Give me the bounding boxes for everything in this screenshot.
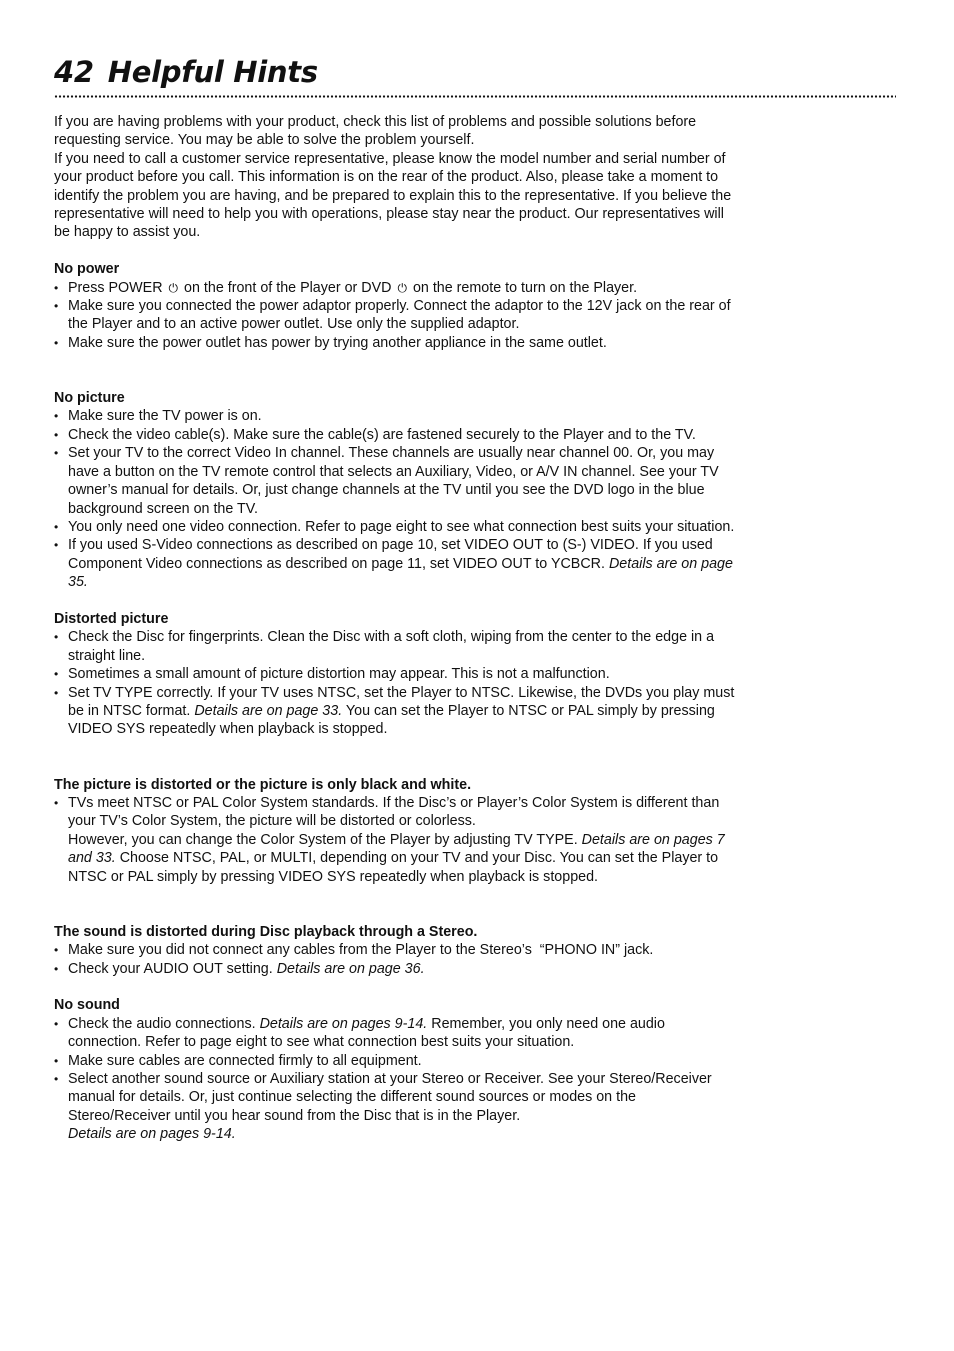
list-item: • Make sure you did not connect any cables from the Player to the Stereo’s “PHONO IN” jack. [54,941,740,959]
list-item-text: Choose NTSC, PAL, or MULTI, depending on your TV and your Disc. You can set the Player to NTSC or PAL simply by pressing VIDEO SYS repeatedly when playback is stopped. [68,850,719,885]
list-item-continuation [54,1125,740,1143]
list-item: • Sometimes a small amount of picture distortion may appear. This is not a malfunction. [54,665,740,683]
section-distorted-picture [54,610,740,739]
list-item [54,279,740,297]
bullet-list [54,628,740,738]
section-no-sound [54,996,740,1143]
list-item: • Make sure cables are connected firmly to all equipment. [54,1052,740,1070]
bullet-list [54,407,740,591]
page-reference: Details are on pages 7 and 33. [68,831,725,867]
list-item-text: Remember, you only need one audio connection. Refer to page eight to see what connection best suits your situation. [68,1015,665,1051]
bullet-list [54,279,740,353]
bullet-list [54,941,740,978]
list-item [54,536,740,591]
list-item-text: Check the audio connections. [68,1015,256,1032]
list-item: • Make sure the TV power is on. [54,407,740,425]
list-item-text: You can set the Player to NTSC or PAL simply by pressing VIDEO SYS repeatedly when playback is stopped. [68,702,715,738]
section-heading: No sound [54,997,120,1014]
dotted-divider [54,95,896,98]
list-item [54,1015,740,1052]
list-item: • Check the Disc for fingerprints. Clean the Disc with a soft cloth, wiping from the center to the edge in a straight line. [54,628,740,665]
section-no-power [54,260,740,352]
section-black-white [54,776,740,886]
page-content [54,113,740,1144]
intro-paragraph: If you need to call a customer service representative, please know the model number and serial number of your product before you call. This information is on the rear of the product. Also, please take a moment to identify the problem you are having, and be prepared to explain this to the representative. If you believe the representative will need to help you with operations, please stay near the product. Our representatives will be happy to assist you. [54,150,732,241]
list-item: • TVs meet NTSC or PAL Color System standards. If the Disc’s or Player’s Color System is different than your TV’s Color System, the picture will be distorted or colorless. [54,794,740,831]
list-item-text: on the front of the Player or DVD [184,279,392,296]
section-heading: No picture [54,390,125,407]
section-heading: No power [54,261,120,278]
page-title-text: Helpful Hints [107,55,318,89]
list-item: • Make sure you connected the power adaptor properly. Connect the adaptor to the 12V jack on the rear of the Player and to an active power outlet. Use only the supplied adaptor. [54,297,740,334]
list-item: • Select another sound source or Auxiliary station at your Stereo or Receiver. See your Stereo/Receiver manual for details. Or, just continue selecting the different sound sources or modes on the Stereo/Receiver until you hear sound from the Disc that is in the Player. [54,1070,740,1125]
intro-paragraph: If you are having problems with your product, check this list of problems and possible solutions before requesting service. You may be able to solve the problem yourself. [54,114,697,149]
section-no-picture [54,389,740,591]
list-item: • You only need one video connection. Refer to page eight to see what connection best suits your situation. [54,518,740,536]
bullet-list [54,1015,740,1125]
section-sound-distorted [54,923,740,978]
page-reference: Details are on pages 9-14. [259,1015,428,1032]
list-item: • Check the video cable(s). Make sure the cable(s) are fastened securely to the Player and to the TV. [54,426,740,444]
page-header [54,52,896,102]
list-item-text: on the remote to turn on the Player. [412,279,638,296]
page-number: 42 [54,55,94,89]
section-heading: Distorted picture [54,610,169,627]
list-item-text: If you used S-Video connections as described on page 10, set VIDEO OUT to (S-) VIDEO. If you used Component Video connections as described on page 11, set VIDEO OUT to YCBCR. [68,537,713,572]
page-reference: Details are on page 33. [194,702,343,719]
list-item: • Make sure the power outlet has power by trying another appliance in the same outlet. [54,334,740,352]
power-icon: ⏻ [168,280,179,295]
page-reference: Details are on page 36. [276,960,425,977]
list-item: • Set your TV to the correct Video In channel. These channels are usually near channel 00. Or, you may have a button on the TV remote control that selects an Auxiliary, Video, or A/V IN channel. See your TV owner’s manual for details. Or, just change channels at the TV until you see the DVD logo in the blue background screen on the TV. [54,444,740,518]
list-item-text: However, you can change the Color System of the Player by adjusting TV TYPE. [68,831,578,848]
page-reference: Details are on page 35. [68,555,733,591]
list-item-continuation [54,831,740,886]
list-item-text: Press POWER [68,279,163,296]
intro [54,113,740,242]
section-heading: The sound is distorted during Disc playback through a Stereo. [54,923,478,940]
list-item [54,960,740,978]
bullet-list [54,794,740,831]
power-icon: ⏻ [397,280,407,295]
page-title [54,52,896,92]
list-item-text: Check your AUDIO OUT setting. [68,960,273,977]
page-reference: Details are on pages 9-14. [68,1126,236,1143]
list-item [54,684,740,739]
section-heading: The picture is distorted or the picture is only black and white. [54,776,472,793]
list-item-text: Set TV TYPE correctly. If your TV uses NTSC, set the Player to NTSC. Likewise, the DVDs you play must be in NTSC format. [68,684,735,719]
